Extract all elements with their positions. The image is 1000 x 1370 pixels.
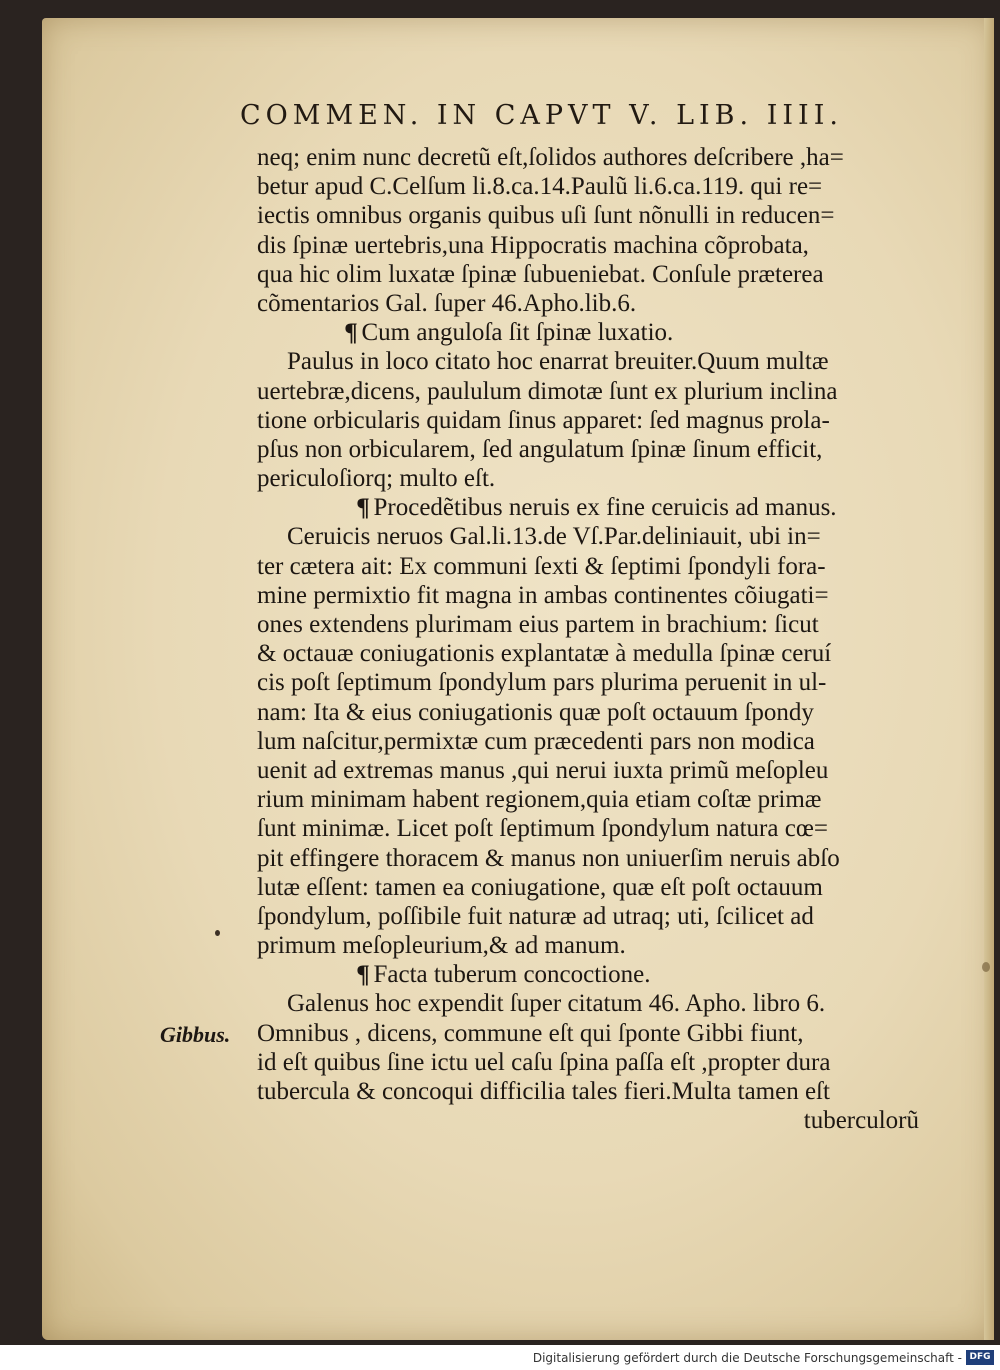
line-text: iectis omnibus organis quibus uſi ſunt nõnulli in reducen=: [257, 202, 835, 230]
page-edge: [984, 18, 994, 1340]
line-text: Omnibus , dicens, commune eſt qui ſponte Gibbi fiunt,: [257, 1019, 804, 1047]
text-line: [257, 1106, 929, 1135]
text-line: [257, 289, 929, 318]
text-line: [257, 989, 929, 1018]
line-text: primum meſopleurium,& ad manum.: [257, 932, 626, 960]
text-line: [257, 668, 929, 697]
text-line: [257, 143, 929, 172]
line-text: Procedẽtibus neruis ex fine ceruicis ad manus.: [373, 494, 837, 522]
line-text: lum naſcitur,permixtæ cum præcedenti pars non modica: [257, 727, 815, 755]
line-text: tubercula & concoqui difficilia tales fieri.Multa tamen eſt: [257, 1078, 830, 1105]
footer-credit: Digitalisierung gefördert durch die Deutsche Forschungsgemeinschaft -: [532, 1351, 962, 1365]
marginal-note: Gibbus.: [160, 1022, 231, 1047]
text-line: [257, 231, 929, 260]
text-line: [257, 1077, 929, 1106]
text-line: [257, 639, 929, 668]
text-line: [257, 581, 929, 610]
line-text: rium minimam habent regionem,quia etiam coſtæ primæ: [257, 786, 822, 814]
line-text: & octauæ coniugationis explantatæ à medulla ſpinæ ceruí: [257, 640, 832, 668]
text-line: [257, 931, 929, 960]
pilcrow-mark: ¶: [345, 319, 358, 347]
text-line: [257, 377, 929, 406]
text-line: [257, 201, 929, 230]
text-line: [257, 1048, 929, 1077]
line-text: ter cætera ait: Ex communi ſexti & ſeptimi ſpondyli fora-: [257, 552, 826, 580]
line-text: ſunt minimæ. Licet poſt ſeptimum ſpondylum natura cœ=: [257, 815, 828, 843]
line-text: periculoſiorq; multo eſt.: [257, 465, 496, 493]
line-text: tuberculorũ: [803, 1107, 919, 1135]
line-text: cõmentarios Gal. ſuper 46.Apho.lib.6.: [257, 289, 637, 317]
text-line: [257, 406, 929, 435]
text-line: [257, 552, 929, 581]
text-line: [257, 814, 929, 843]
text-line: [257, 727, 929, 756]
line-text: Cum anguloſa ſit ſpinæ luxatio.: [361, 319, 674, 347]
line-text: betur apud C.Celſum li.8.ca.14.Paulũ li.6.ca.119. qui re=: [257, 173, 823, 201]
line-text: pſus non orbicularem, ſed angulatum ſpinæ ſinum efficit,: [257, 435, 823, 463]
text-line: [257, 610, 929, 639]
line-text: lutæ eſſent: tamen ea coniugatione, quæ eſt poſt octauum: [257, 873, 823, 901]
line-text: nam: Ita & eius coniugationis quæ poſt octauum ſpondy: [257, 698, 814, 726]
line-text: Paulus in loco citato hoc enarrat breuiter.Quum multæ: [287, 348, 829, 376]
line-text: ſpondylum, poſſibile fuit naturæ ad utraq; uti, ſcilicet ad: [257, 902, 814, 930]
text-line: [257, 844, 929, 873]
line-text: cis poſt ſeptimum ſpondylum pars plurima peruenit in ul-: [257, 669, 827, 697]
line-text: tione orbicularis quidam ſinus apparet: ſed magnus prola-: [257, 406, 830, 434]
body-text: [257, 143, 929, 1135]
line-text: ones extendens plurimam eius partem in brachium: ſicut: [257, 611, 819, 638]
text-line: [257, 347, 929, 376]
pilcrow-mark: ¶: [357, 961, 370, 989]
text-line: [257, 522, 929, 551]
paper-stain: [982, 962, 990, 972]
line-text: id eſt quibus ſine ictu uel caſu ſpina paſſa eſt ,propter dura: [257, 1048, 831, 1076]
line-text: qua hic olim luxatæ ſpinæ ſubueniebat. Conſule præterea: [257, 260, 824, 288]
line-text: dis ſpinæ uertebris,una Hippocratis machina cõprobata,: [257, 231, 809, 259]
line-text: mine permixtio fit magna in ambas continentes cõiugati=: [257, 581, 829, 609]
text-line: [257, 1019, 929, 1048]
text-line: [257, 873, 929, 902]
text-line: [257, 435, 929, 464]
text-line: [257, 756, 929, 785]
line-text: uenit ad extremas manus ,qui nerui iuxta primũ meſopleu: [257, 756, 829, 784]
line-text: uertebræ,dicens, paululum dimotæ ſunt ex plurium inclina: [257, 377, 838, 405]
text-line: [257, 260, 929, 289]
text-line: [257, 172, 929, 201]
rubric-line: [257, 493, 929, 522]
rubric-line: [257, 960, 929, 989]
text-line: [257, 785, 929, 814]
line-text: Facta tuberum concoctione.: [373, 961, 651, 989]
line-text: pit effingere thoracem & manus non uniuerſim neruis abſo: [257, 844, 840, 872]
line-text: Ceruicis neruos Gal.li.13.de Vſ.Par.deliniauit, ubi in=: [287, 523, 821, 551]
text-line: [257, 464, 929, 493]
text-line: [257, 902, 929, 931]
pilcrow-mark: ¶: [357, 494, 370, 522]
line-text: Galenus hoc expendit ſuper citatum 46. Apho. libro 6.: [287, 990, 826, 1018]
ink-speck: [215, 930, 220, 936]
line-text: neq; enim nunc decretũ eſt,ſolidos authores deſcribere ,ha=: [257, 144, 844, 171]
running-head: COMMEN. IN CAPVT V. LIB. IIII.: [240, 100, 843, 131]
rubric-line: [257, 318, 929, 347]
dfg-logo: DFG: [966, 1350, 994, 1365]
text-line: [257, 698, 929, 727]
